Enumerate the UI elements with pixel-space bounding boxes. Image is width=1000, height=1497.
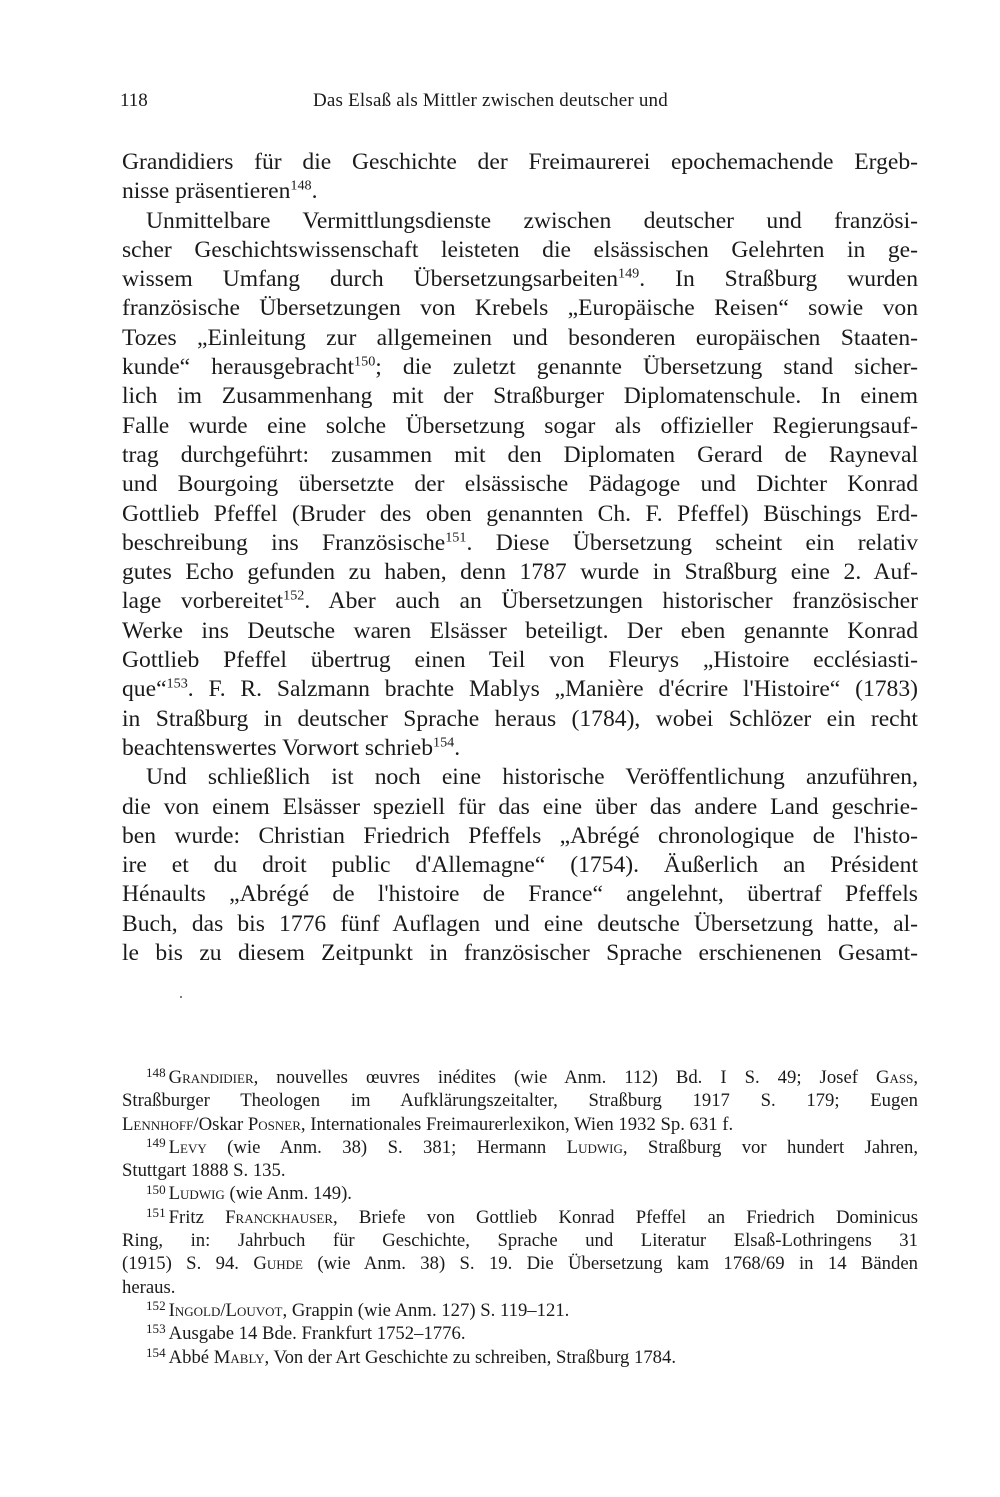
body-line: kunde“ herausgebracht$^{150}$; die zuletzt genannte Übersetzung stand sicher-: [122, 353, 918, 381]
scan-speck: [180, 996, 182, 998]
body-line: Buch, das bis 1776 fünf Auflagen und eine deutsche Übersetzung hatte, al-: [122, 910, 918, 937]
body-line: und Bourgoing übersetzte der elsässische Pädagoge und Dichter Konrad: [122, 471, 918, 498]
body-line: le bis zu diesem Zeitpunkt in französischer Sprache erschienenen Gesamt-: [122, 940, 918, 967]
footnote-number: 152: [146, 1298, 166, 1314]
body-line: Gottlieb Pfeffel (Bruder des oben genannten Ch. F. Pfeffel) Büschings Erd-: [122, 500, 918, 527]
page-header: [120, 90, 920, 120]
body-line: französische Übersetzungen von Krebels „Europäische Reisen“ sowie von: [122, 295, 918, 322]
footnote-number: 151: [146, 1204, 166, 1220]
body-line: Gottlieb Pfeffel übertrug einen Teil von Fleurys „Histoire ecclésiasti-: [122, 647, 918, 674]
body-line: ben wurde: Christian Friedrich Pfeffels „Abrégé chronologique de l'histo-: [122, 822, 918, 849]
body-line: wissem Umfang durch Übersetzungsarbeiten$^{149}$. In Straßburg wurden: [122, 265, 918, 293]
footnote-ref: 149: [618, 265, 640, 282]
body-line: gutes Echo gefunden zu haben, denn 1787 wurde in Straßburg eine 2. Auf-: [122, 559, 918, 586]
body-line: Falle wurde eine solche Übersetzung sogar als offizieller Regierungsauf-: [122, 412, 918, 439]
footnotes: [122, 1066, 918, 1369]
footnote-ref: 148: [290, 177, 312, 194]
footnote-148: $^{148}$ Grandidier, nouvelles œuvres inédites (wie Anm. 112) Bd. I S. 49; Josef Gass,: [146, 1065, 918, 1088]
body-line: lage vorbereitet$^{152}$. Aber auch an Übersetzungen historischer französischer: [122, 587, 918, 615]
body-line: Unmittelbare Vermittlungsdienste zwischen deutscher und französi-: [146, 207, 918, 234]
footnote-ref: 150: [354, 353, 376, 370]
body-line: beachtenswertes Vorwort schrieb$^{154}$.: [122, 734, 461, 761]
body-line: die von einem Elsässer speziell für das eine über das andere Land geschrie-: [122, 793, 918, 820]
page-number: 118: [120, 90, 148, 111]
footnote-number: 150: [146, 1181, 166, 1197]
footnote-number: 148: [146, 1065, 166, 1081]
footnote-152: $^{152}$ Ingold/Louvot, Grappin (wie Anm. 127) S. 119–121.: [146, 1298, 570, 1321]
footnote-line: Stuttgart 1888 S. 135.: [122, 1160, 286, 1182]
footnote-151: $^{151}$ Fritz Franckhauser, Briefe von Gottlieb Konrad Pfeffel an Friedrich Dominicus: [146, 1204, 918, 1228]
footnote-line: Straßburger Theologen im Aufklärungszeitalter, Straßburg 1917 S. 179; Eugen: [122, 1090, 918, 1112]
footnote-line: heraus.: [122, 1276, 176, 1298]
body-line: beschreibung ins Französische$^{151}$. Diese Übersetzung scheint ein relativ: [122, 529, 918, 556]
body-line: Grandidiers für die Geschichte der Freimaurerei epochemachende Ergeb-: [122, 149, 918, 175]
body-line: Hénaults „Abrégé de l'histoire de France“ angelehnt, übertraf Pfeffels: [122, 881, 918, 908]
running-head: Das Elsaß als Mittler zwischen deutscher und: [313, 90, 668, 111]
body-line: que“$^{153}$. F. R. Salzmann brachte Mablys „Manière d'écrire l'Histoire“ (1783): [122, 675, 918, 703]
body-line: ire et du droit public d'Allemagne“ (1754). Äußerlich an Président: [122, 852, 918, 879]
footnote-150: $^{150}$ Ludwig (wie Anm. 149).: [146, 1181, 352, 1205]
footnote-153: $^{153}$ Ausgabe 14 Bde. Frankfurt 1752–1776.: [146, 1321, 466, 1345]
body-line: lich im Zusammenhang mit der Straßburger Diplomatenschule. In einem: [122, 383, 918, 410]
body-line: Und schließlich ist noch eine historische Veröffentlichung anzuführen,: [146, 764, 918, 791]
body-line: nisse präsentieren$^{148}$.: [122, 177, 318, 205]
body-line: in Straßburg in deutscher Sprache heraus (1784), wobei Schlözer ein recht: [122, 705, 918, 732]
footnote-ref: 154: [433, 734, 455, 751]
footnote-number: 153: [146, 1321, 166, 1337]
footnote-ref: 152: [283, 587, 305, 604]
body-line: trag durchgeführt: zusammen mit den Diplomaten Gerard de Rayneval: [122, 441, 918, 468]
body-line: Werke ins Deutsche waren Elsässer beteiligt. Der eben genannte Konrad: [122, 617, 918, 644]
body-line: scher Geschichtswissenschaft leisteten die elsässischen Gelehrten in ge-: [122, 236, 918, 263]
footnote-ref: 153: [166, 675, 188, 692]
footnote-line: Lennhoff/Oskar Posner, Internationales Freimaurerlexikon, Wien 1932 Sp. 631 f.: [122, 1113, 734, 1135]
footnote-number: 149: [146, 1135, 166, 1151]
footnote-line: (1915) S. 94. Guhde (wie Anm. 38) S. 19. Die Übersetzung kam 1768/69 in 14 Bänden: [122, 1253, 919, 1275]
footnote-ref: 151: [445, 529, 467, 546]
footnote-number: 154: [146, 1344, 166, 1360]
body-text: [122, 148, 918, 968]
footnote-line: Ring, in: Jahrbuch für Geschichte, Sprache und Literatur Elsaß-Lothringens 31: [122, 1230, 918, 1252]
footnote-149: $^{149}$ Levy (wie Anm. 38) S. 381; Hermann Ludwig, Straßburg vor hundert Jahren,: [146, 1135, 918, 1158]
footnote-154: $^{154}$ Abbé Mably, Von der Art Geschichte zu schreiben, Straßburg 1784.: [146, 1344, 677, 1368]
body-line: Tozes „Einleitung zur allgemeinen und besonderen europäischen Staaten-: [122, 324, 918, 351]
